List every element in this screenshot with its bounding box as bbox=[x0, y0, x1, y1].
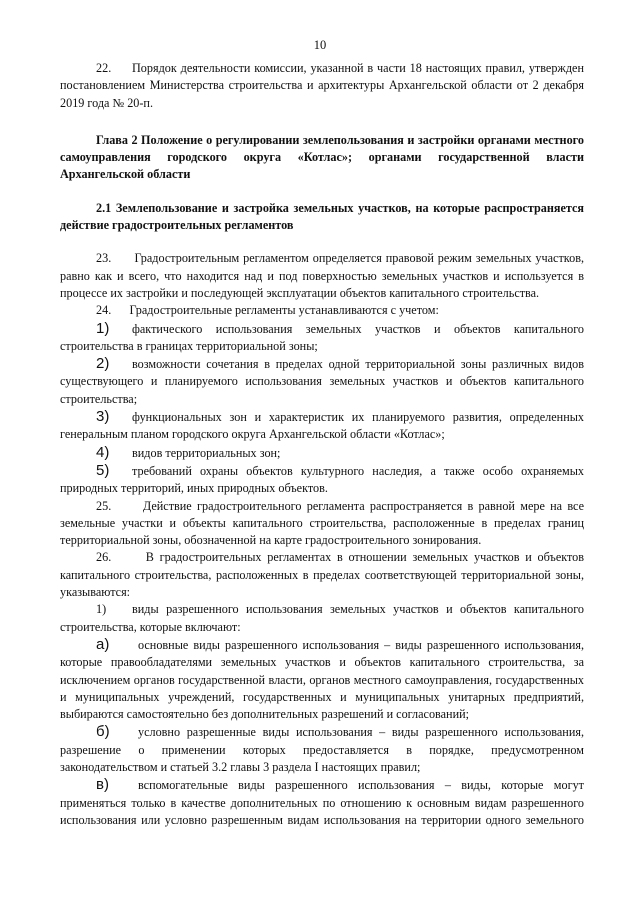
sub-list-item bbox=[60, 723, 584, 776]
sub-list-item-text: условно разрешенные виды использования – виды разрешенного использования, разрешение о применении которых предоставляется в порядке, предусмотренном законодательством и статьей 3.2 главы 3 раздела I настоящих правил; bbox=[60, 725, 584, 774]
sub-list-item-letter: б) bbox=[96, 723, 110, 741]
list-item-number: 4) bbox=[96, 443, 110, 461]
list-item-number: 2) bbox=[96, 355, 110, 373]
list-item-number: 1) bbox=[96, 602, 107, 617]
sub-list-item-text: вспомогательные виды разрешенного использования – виды, которые могут применяться только в качестве дополнительных по отношению к основным видам разрешенного использования или условно разрешенным видам использования на территории одного земельного bbox=[60, 778, 584, 827]
paragraph-24: 24. Градостроительные регламенты устанавливаются с учетом: bbox=[96, 303, 439, 318]
chapter-heading: Глава 2 Положение о регулировании землепользования и застройки органами местного самоуправления городского округа «Котлас»; органами государственной власти Архангельской области bbox=[60, 132, 584, 182]
list-item bbox=[60, 320, 584, 356]
paragraph-26: 26. В градостроительных регламентах в отношении земельных участков и объектов капитального строительства, расположенных в пределах соответствующей территориальной зоны, указываются: bbox=[60, 550, 588, 600]
sub-list-item bbox=[60, 636, 584, 723]
list-item bbox=[60, 601, 584, 636]
list-item bbox=[60, 462, 584, 498]
paragraph-23: 23. Градостроительным регламентом определяется правовой режим земельных участков, равно как и всего, что находится над и под поверхностью земельных участков и используется в процессе их застройки и последующей эксплуатации объектов капитального строительства. bbox=[60, 251, 588, 300]
paragraph-25: 25. Действие градостроительного регламента распространяется в равной мере на все земельные участки и объекты капитального строительства, расположенные в пределах границ территориальной зоны, обозначенной на карте градостроительного зонирования. bbox=[60, 498, 588, 548]
list-item-number: 5) bbox=[96, 461, 110, 479]
list-item-text: требований охраны объектов культурного наследия, а также особо охраняемых природных территорий, иных природных объектов. bbox=[60, 463, 584, 496]
list-item-number: 3) bbox=[96, 408, 110, 426]
list-item-text: фактического использования земельных участков и объектов капитального строительства в границах территориальной зоны; bbox=[60, 321, 584, 353]
sub-list-item-text: основные виды разрешенного использования – виды разрешенного использования, которые правообладателями земельных участков и объектов капитального строительства, за исключением органов государственной власти, органов местного самоуправления, государственных и муниципальных учреждений, государственных и муниципальных унитарных предприятий, выбираются самостоятельно без дополнительных разрешений и согласований; bbox=[60, 637, 584, 722]
sub-list-item-letter: в) bbox=[96, 776, 109, 794]
list-item-text: видов территориальных зон; bbox=[132, 445, 281, 460]
document-body bbox=[60, 60, 588, 829]
list-item bbox=[60, 444, 584, 462]
sub-list-item bbox=[60, 776, 584, 829]
list-item-number: 1) bbox=[96, 319, 110, 337]
list-item-text: функциональных зон и характеристик их планируемого развития, определенных генеральным планом городского округа Архангельской области «Котлас»; bbox=[60, 410, 584, 442]
list-item bbox=[60, 408, 584, 444]
paragraph-number: 22. bbox=[96, 61, 112, 75]
paragraph-22 bbox=[60, 60, 584, 112]
paragraph-text: Порядок деятельности комиссии, указанной в части 18 настоящих правил, утвержден постановлением Министерства строительства и архитектуры Архангельской области от 2 декабря 2019 года № 20-п. bbox=[60, 61, 584, 110]
section-heading: 2.1 Землепользование и застройка земельных участков, на которые распространяется действие градостроительных регламентов bbox=[60, 200, 584, 233]
list-item-text: возможности сочетания в пределах одной территориальной зоны различных видов существующего и планируемого использования земельных участков и объектов капитального строительства; bbox=[60, 357, 584, 406]
list-item-text: виды разрешенного использования земельных участков и объектов капитального строительства, которые включают: bbox=[60, 602, 584, 634]
sub-list-item-letter: а) bbox=[96, 635, 110, 653]
page-number: 10 bbox=[313, 38, 327, 52]
list-item bbox=[60, 355, 584, 408]
